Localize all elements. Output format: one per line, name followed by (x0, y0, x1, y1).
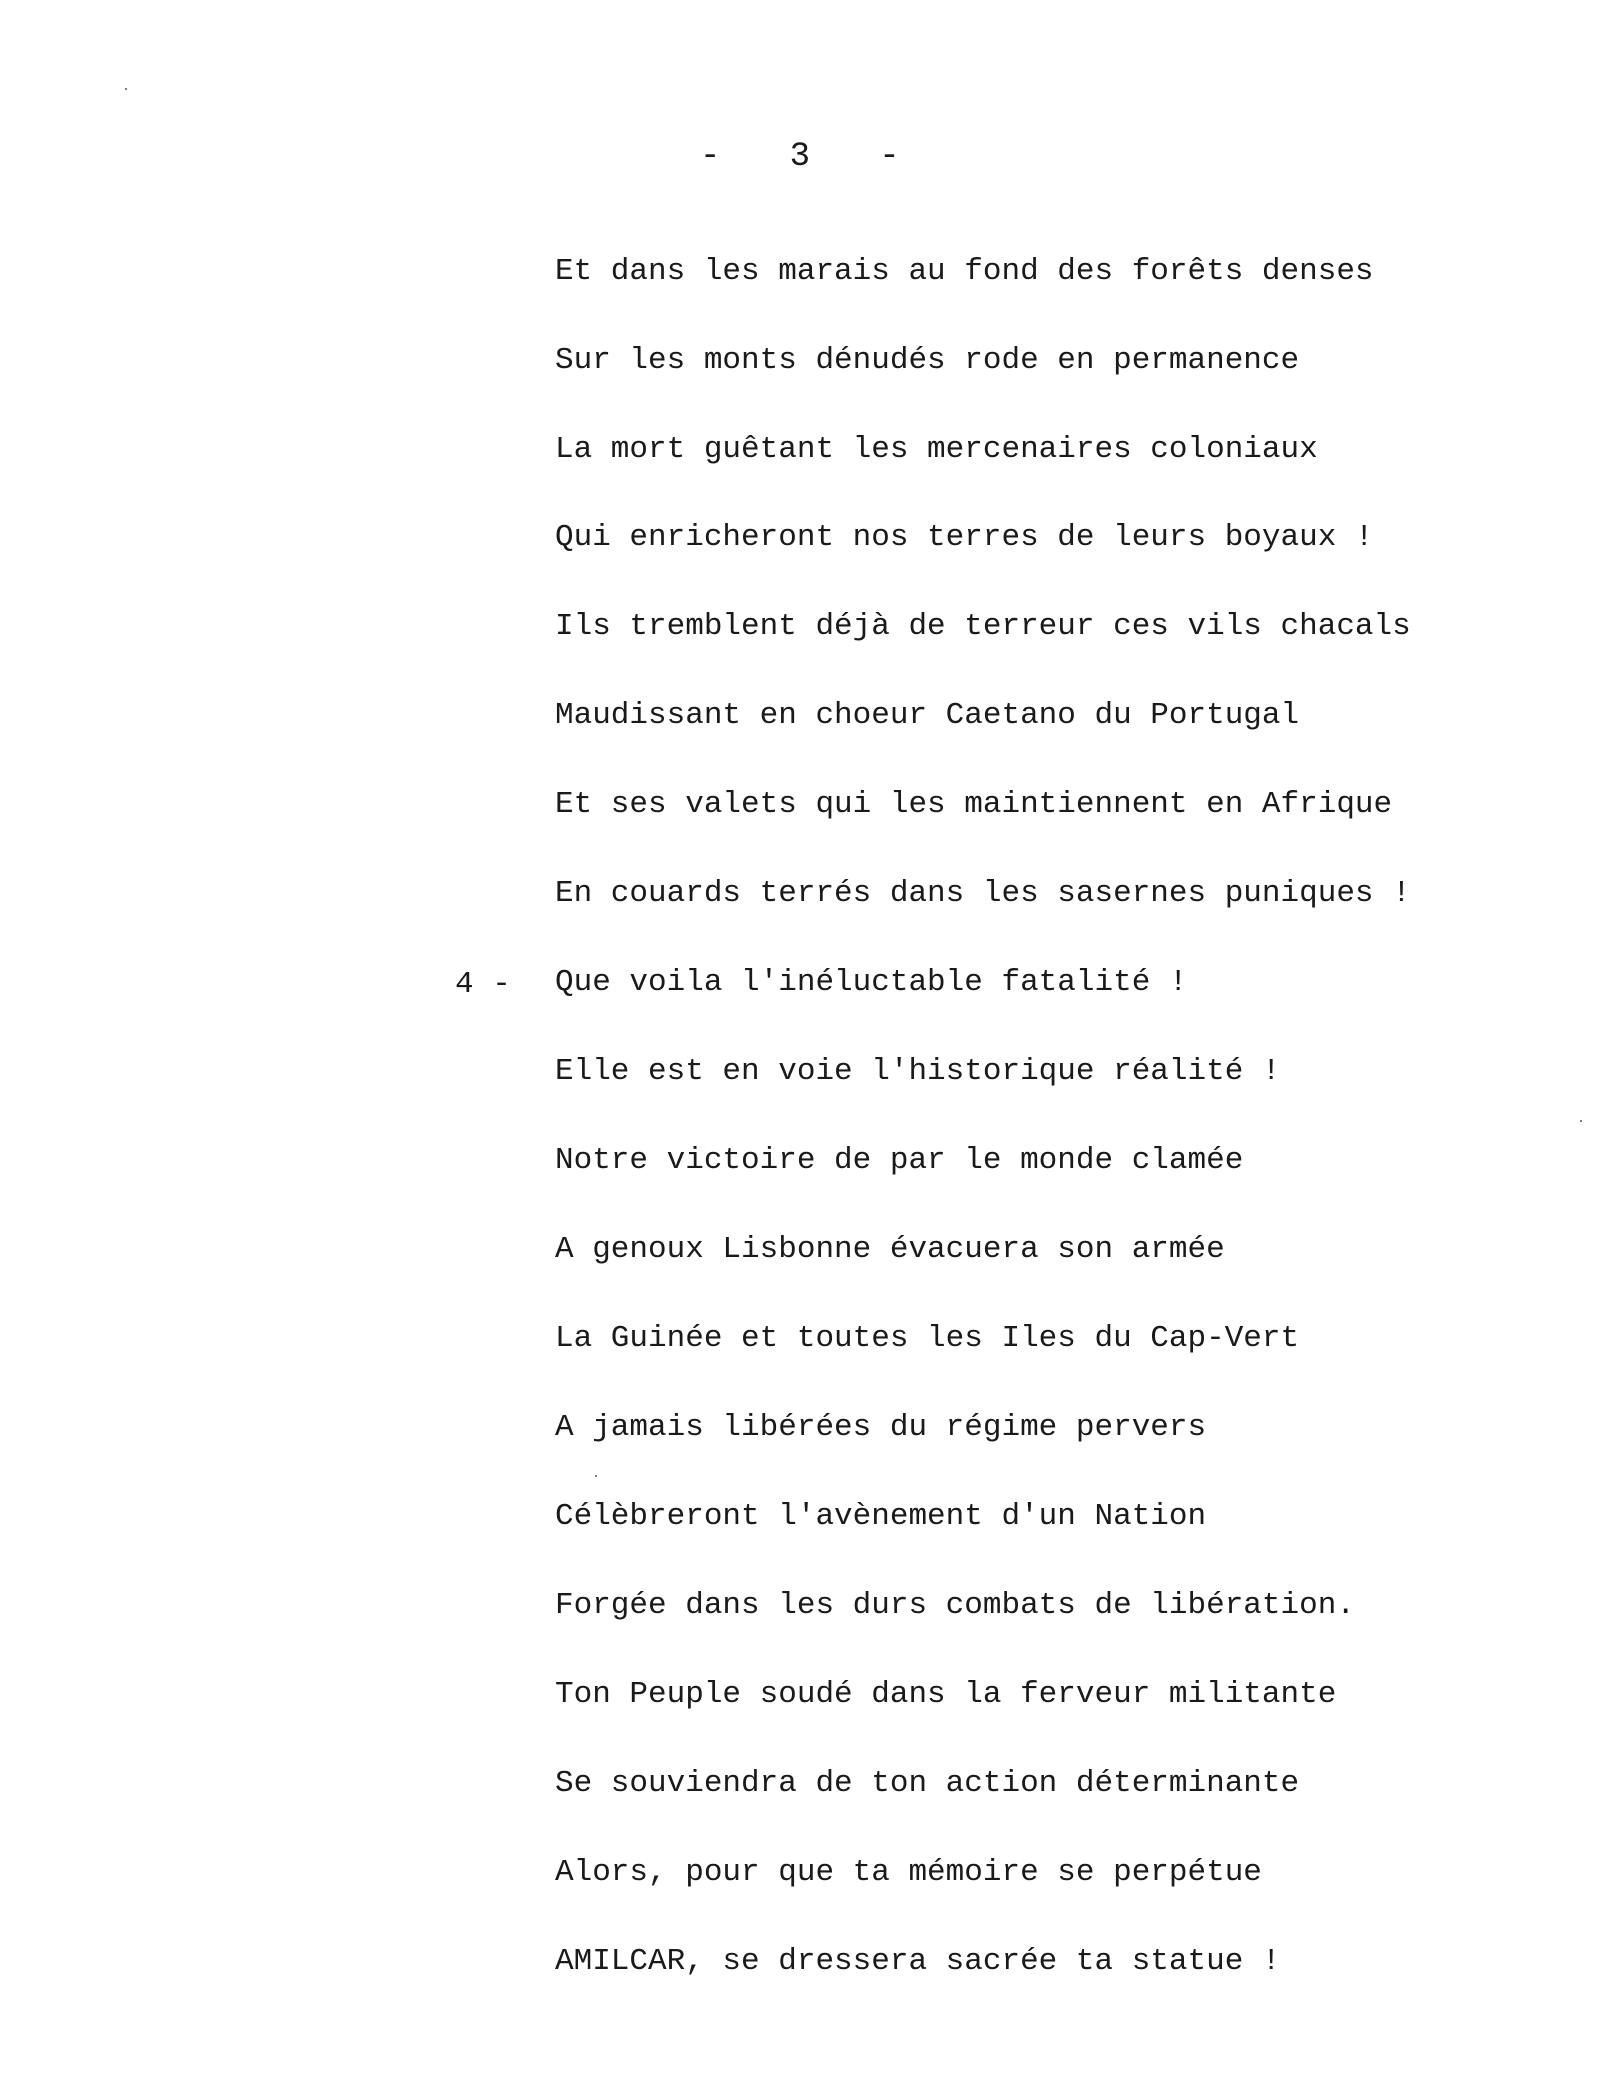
verse-line: A jamais libérées du régime pervers (555, 1410, 1207, 1445)
verse-line: A genoux Lisbonne évacuera son armée (555, 1232, 1225, 1267)
verse-line: Que voila l'inéluctable fatalité ! (555, 965, 1188, 1000)
verse-line: La Guinée et toutes les Iles du Cap-Vert (555, 1321, 1300, 1356)
verse-line: Sur les monts dénudés rode en permanence (555, 343, 1300, 378)
verse-line: Et ses valets qui les maintiennent en Afrique (555, 787, 1393, 822)
verse-line: Qui enricheront nos terres de leurs boyaux ! (555, 520, 1374, 555)
paper-speck (595, 1475, 597, 1477)
verse-line: Ton Peuple soudé dans la ferveur militante (555, 1677, 1337, 1712)
verse-line: Ils tremblent déjà de terreur ces vils chacals (555, 609, 1411, 644)
verse-line: Forgée dans les durs combats de libération. (555, 1588, 1355, 1623)
verse-line: AMILCAR, se dressera sacrée ta statue ! (555, 1944, 1281, 1979)
paper-speck (1580, 1120, 1582, 1122)
verse-line: Et dans les marais au fond des forêts denses (555, 254, 1374, 289)
verse-line: La mort guêtant les mercenaires coloniaux (555, 432, 1318, 467)
verse-line: Notre victoire de par le monde clamée (555, 1143, 1244, 1178)
verse-line: Elle est en voie l'historique réalité ! (555, 1054, 1281, 1089)
stanza-number: 4 - (455, 967, 511, 1002)
verse-line: Célèbreront l'avènement d'un Nation (555, 1499, 1207, 1534)
verse-line: Maudissant en choeur Caetano du Portugal (555, 698, 1300, 733)
page-number: - 3 - (700, 138, 902, 176)
verse-line: En couards terrés dans les sasernes puniques ! (555, 876, 1411, 911)
paper-speck (125, 88, 127, 90)
verse-line: Alors, pour que ta mémoire se perpétue (555, 1855, 1262, 1890)
verse-line: Se souviendra de ton action déterminante (555, 1766, 1300, 1801)
